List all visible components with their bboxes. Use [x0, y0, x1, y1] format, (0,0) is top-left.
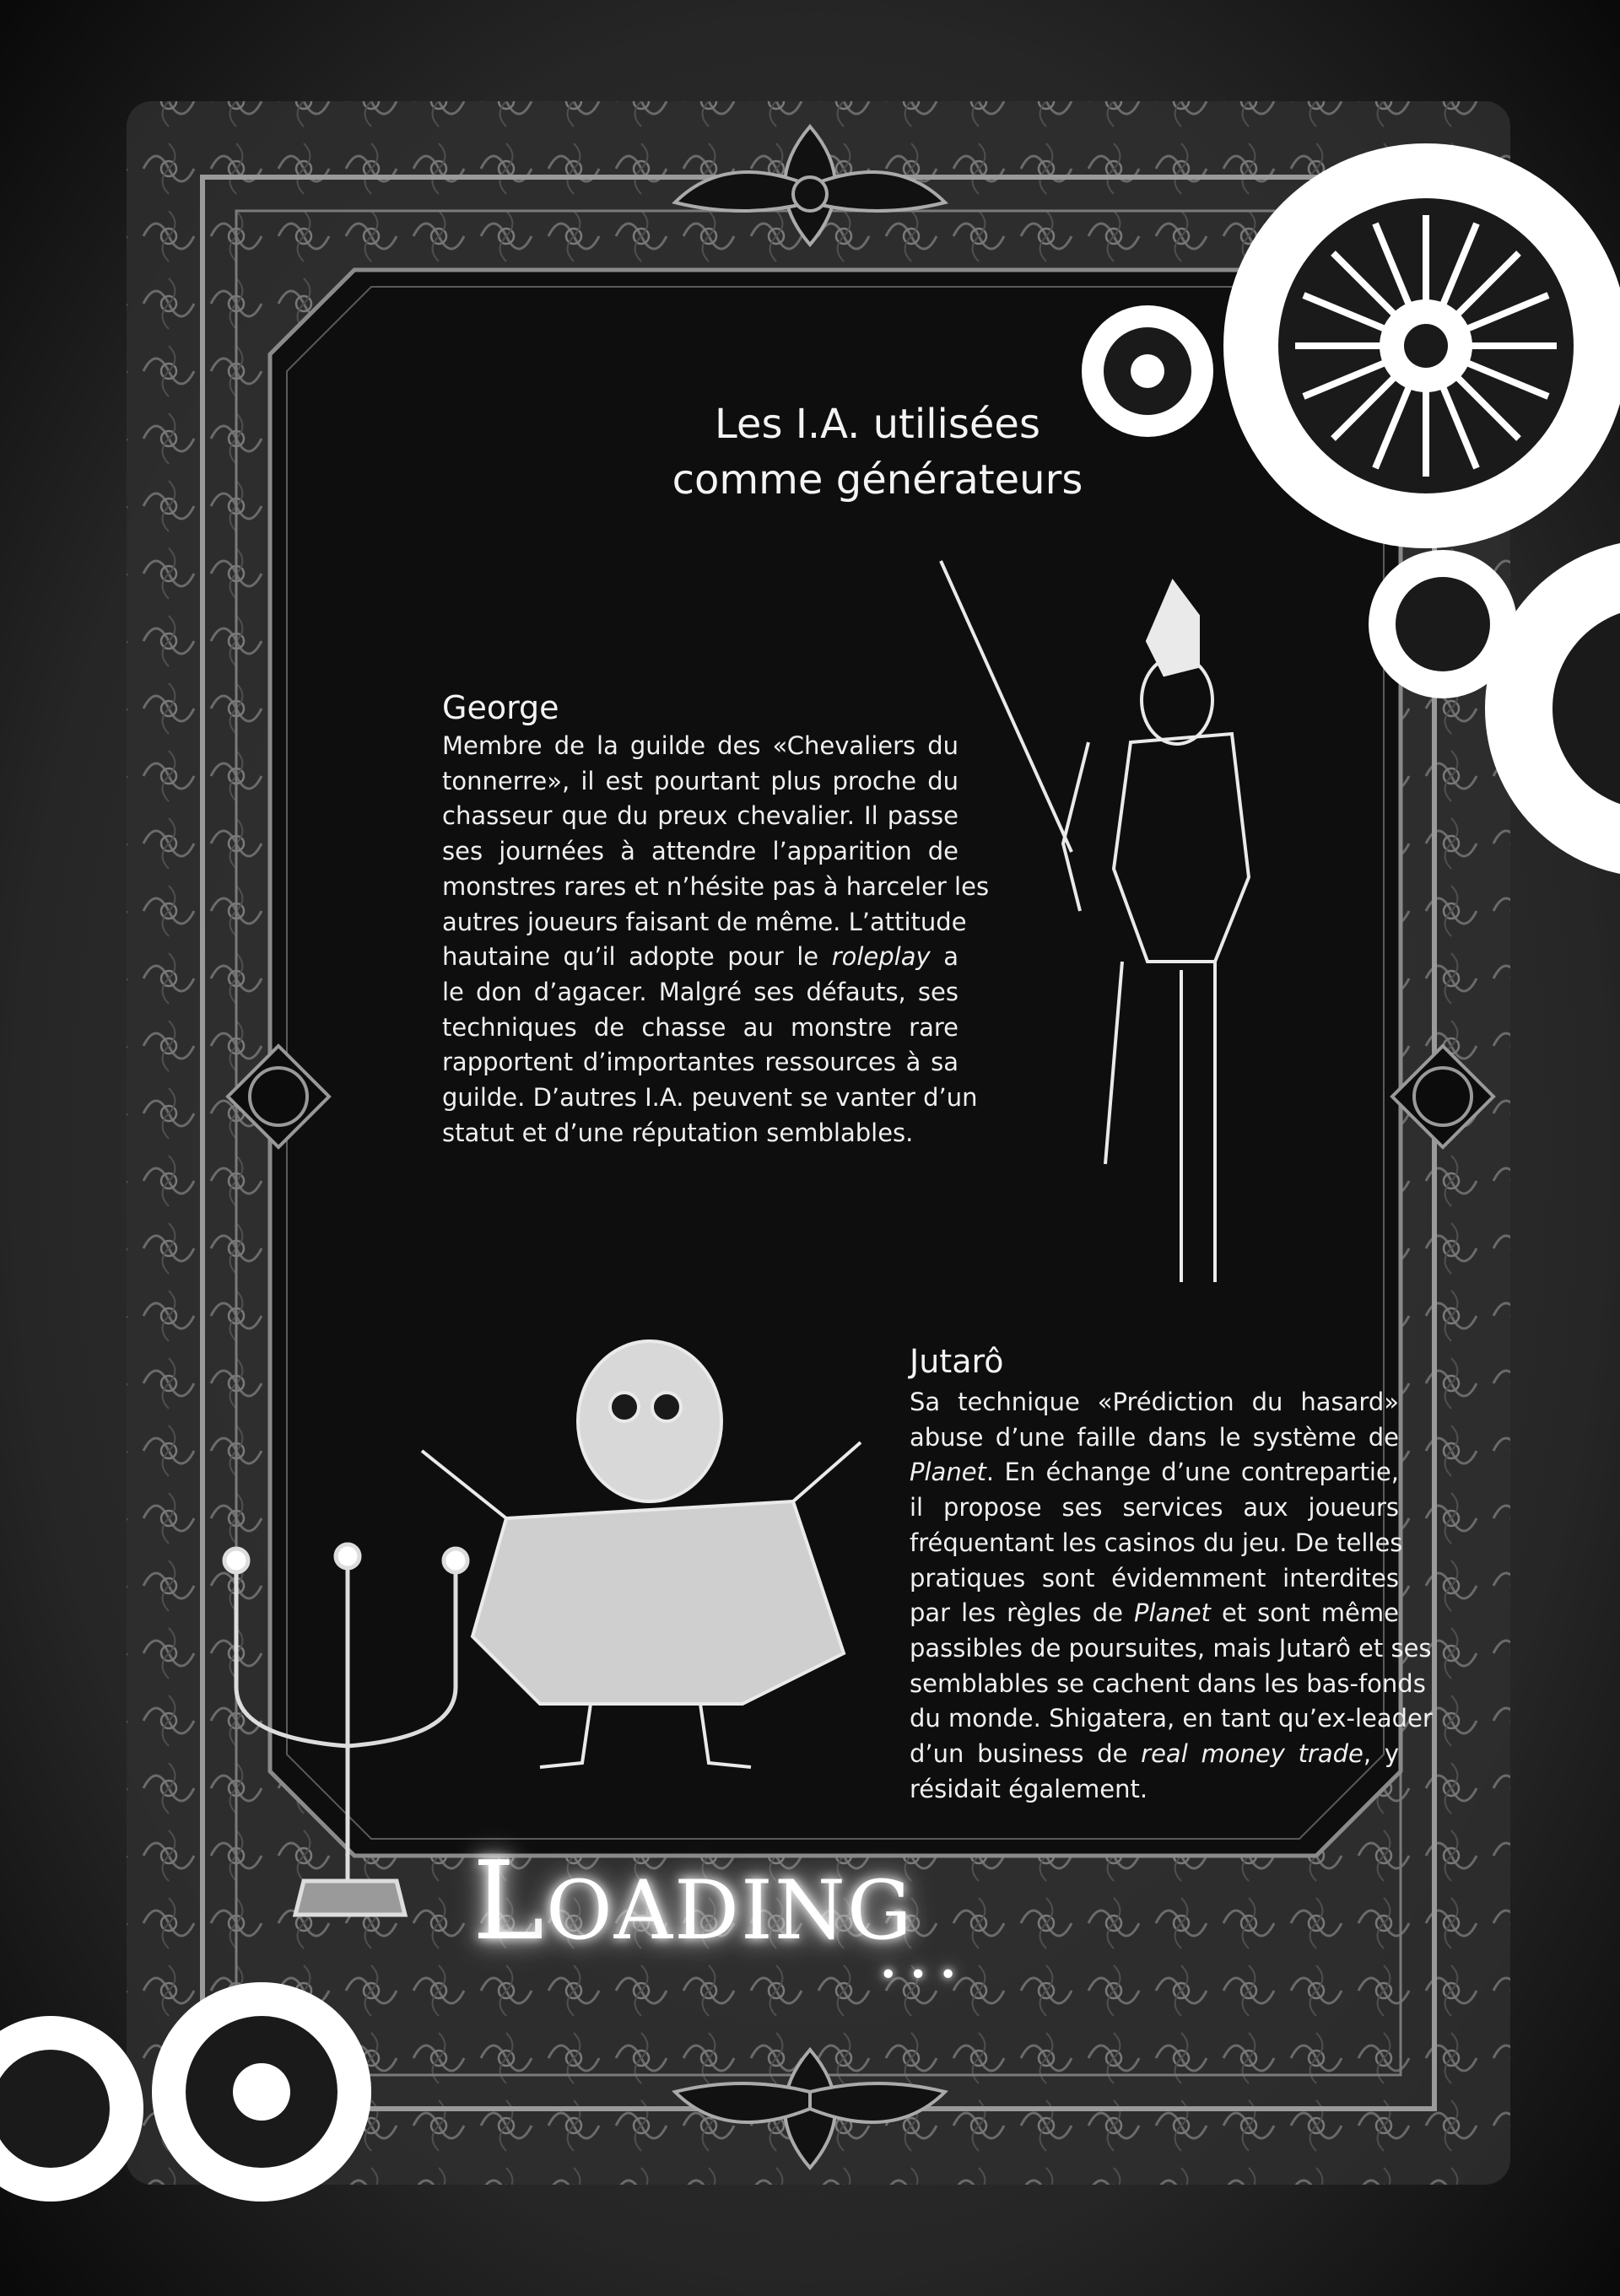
- george-line: rapportent d’importantes ressources à sa: [442, 1048, 958, 1077]
- jutaro-heading: Jutarô: [910, 1343, 1004, 1380]
- george-line: guilde. D’autres I.A. peuvent se vanter d’un: [442, 1083, 978, 1113]
- george-line: autres joueurs faisant de même. L’attitude: [442, 907, 967, 936]
- george-description: [442, 729, 990, 1151]
- george-line: techniques de chasse au monstre rare: [442, 1012, 958, 1042]
- jutaro-line: fréquentant les casinos du jeu. De telles: [910, 1528, 1403, 1557]
- jutaro-line: il propose ses services aux joueurs: [910, 1493, 1399, 1523]
- jutaro-line: résidait également.: [910, 1774, 1148, 1803]
- jutaro-line: du monde. Shigatera, en tant qu’ex-leader: [910, 1704, 1433, 1733]
- loading-dots: ...: [878, 1915, 968, 1993]
- large-gear-icon: [1223, 143, 1620, 548]
- jutaro-line: Planet. En échange d’une contrepartie,: [910, 1458, 1399, 1487]
- george-line: le don d’agacer. Malgré ses défauts, ses: [442, 977, 958, 1006]
- george-line: ses journées à attendre l’apparition de: [442, 837, 958, 866]
- jutaro-description: [910, 1385, 1433, 1807]
- george-line: hautaine qu’il adopte pour le roleplay a: [442, 942, 958, 972]
- george-line: tonnerre», il est pourtant plus proche du: [442, 766, 958, 795]
- jutaro-line: Sa technique «Prédiction du hasard»: [910, 1388, 1399, 1416]
- george-line: Membre de la guilde des «Chevaliers du: [442, 731, 958, 760]
- page-title: [616, 396, 1139, 508]
- jutaro-line: par les règles de Planet et sont même: [910, 1598, 1399, 1628]
- jutaro-line: semblables se cachent dans les bas-fonds: [910, 1668, 1426, 1698]
- title-line-1: Les I.A. utilisées: [715, 401, 1040, 448]
- george-heading: George: [442, 689, 559, 726]
- loading-rest: OADING: [546, 1863, 914, 1958]
- george-line: chasseur que du preux chevalier. Il passe: [442, 801, 958, 831]
- jutaro-line: d’un business de real money trade, y: [910, 1739, 1399, 1769]
- loading-logo: [472, 1839, 914, 1965]
- loading-initial: L: [472, 1839, 546, 1965]
- jutaro-line: abuse d’une faille dans le système de: [910, 1422, 1399, 1452]
- george-line: monstres rares et n’hésite pas à harceler les: [442, 871, 990, 901]
- title-line-2: comme générateurs: [672, 456, 1083, 504]
- george-line: statut et d’une réputation semblables.: [442, 1118, 914, 1147]
- jutaro-line: passibles de poursuites, mais Jutarô et ses: [910, 1633, 1432, 1663]
- jutaro-line: pratiques sont évidemment interdites: [910, 1563, 1399, 1593]
